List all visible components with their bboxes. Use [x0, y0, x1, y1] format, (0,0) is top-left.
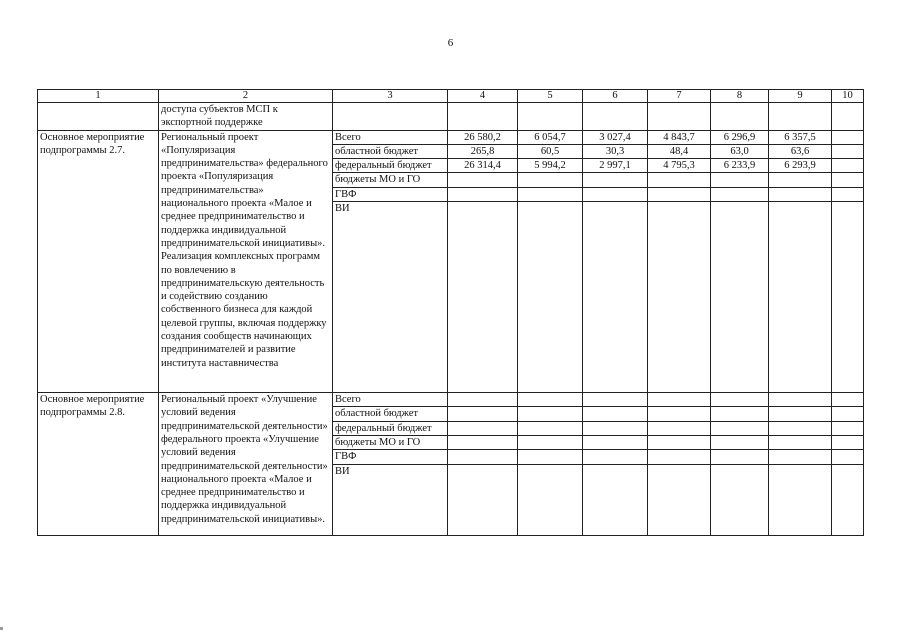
- page-number: 6: [447, 37, 454, 49]
- value-cell: 5 994,2: [518, 159, 583, 173]
- value-cell: [583, 407, 648, 421]
- value-cell: [648, 187, 711, 201]
- value-cell: [583, 202, 648, 393]
- funding-source: ГВФ: [333, 187, 448, 201]
- value-cell: [711, 435, 769, 449]
- value-cell: 6 233,9: [711, 159, 769, 173]
- value-cell: [448, 393, 518, 407]
- empty-cell: [832, 103, 864, 131]
- funding-source: федеральный бюджет: [333, 159, 448, 173]
- value-cell: 26 580,2: [448, 130, 518, 144]
- value-cell: [518, 393, 583, 407]
- value-cell: [832, 435, 864, 449]
- value-cell: 63,0: [711, 144, 769, 158]
- value-cell: [711, 187, 769, 201]
- value-cell: [769, 435, 832, 449]
- value-cell: [583, 435, 648, 449]
- value-cell: [648, 464, 711, 535]
- funding-source: ВИ: [333, 464, 448, 535]
- value-cell: [769, 450, 832, 464]
- value-cell: [832, 130, 864, 144]
- value-cell: [832, 173, 864, 187]
- event-title: Основное мероприятие подпрограммы 2.7.: [38, 130, 159, 392]
- table-body: [38, 90, 864, 536]
- value-cell: [711, 202, 769, 393]
- event-title: Основное мероприятие подпрограммы 2.8.: [38, 393, 159, 535]
- continuation-text: доступа субъектов МСП к экспортной поддержке: [159, 103, 333, 131]
- value-cell: [518, 464, 583, 535]
- table-row: [38, 393, 864, 407]
- value-cell: 26 314,4: [448, 159, 518, 173]
- value-cell: [832, 407, 864, 421]
- funding-source: Всего: [333, 130, 448, 144]
- funding-source: ГВФ: [333, 450, 448, 464]
- column-header-6: 6: [583, 90, 648, 103]
- event-description: Региональный проект «Популяризация предпринимательства» федерального проекта «Популяризация предпринимательства» национального проекта «Малое и среднее предпринимательство и поддержка индивидуальной предпринимательской инициативы». Реализация комплексных программ по вовлечению в предпринимательскую деятельность и содействию созданию собственного бизнеса для каждой целевой группы, включая поддержку создания сообществ начинающих предпринимателей и развитие института наставничества: [159, 130, 333, 392]
- table-row: [38, 130, 864, 144]
- empty-cell: [38, 103, 159, 131]
- value-cell: [518, 421, 583, 435]
- value-cell: [583, 450, 648, 464]
- value-cell: [769, 407, 832, 421]
- value-cell: [648, 173, 711, 187]
- value-cell: [648, 421, 711, 435]
- empty-cell: [518, 103, 583, 131]
- value-cell: [648, 435, 711, 449]
- value-cell: [769, 464, 832, 535]
- header-row: [38, 90, 864, 103]
- value-cell: 30,3: [583, 144, 648, 158]
- column-header-4: 4: [448, 90, 518, 103]
- empty-cell: [711, 103, 769, 131]
- column-header-8: 8: [711, 90, 769, 103]
- value-cell: [832, 393, 864, 407]
- value-cell: 6 054,7: [518, 130, 583, 144]
- value-cell: 63,6: [769, 144, 832, 158]
- value-cell: 4 795,3: [648, 159, 711, 173]
- funding-source: областной бюджет: [333, 144, 448, 158]
- value-cell: [648, 407, 711, 421]
- empty-cell: [648, 103, 711, 131]
- empty-cell: [448, 103, 518, 131]
- value-cell: 6 296,9: [711, 130, 769, 144]
- value-cell: [832, 450, 864, 464]
- value-cell: [648, 202, 711, 393]
- value-cell: [448, 435, 518, 449]
- value-cell: [583, 173, 648, 187]
- value-cell: [448, 202, 518, 393]
- continuation-row: [38, 103, 864, 131]
- value-cell: [711, 407, 769, 421]
- value-cell: [832, 144, 864, 158]
- value-cell: 2 997,1: [583, 159, 648, 173]
- column-header-5: 5: [518, 90, 583, 103]
- value-cell: [711, 464, 769, 535]
- value-cell: [711, 450, 769, 464]
- value-cell: [769, 393, 832, 407]
- value-cell: 60,5: [518, 144, 583, 158]
- value-cell: [448, 187, 518, 201]
- value-cell: [832, 464, 864, 535]
- value-cell: [583, 464, 648, 535]
- value-cell: [832, 421, 864, 435]
- budget-table: [37, 89, 864, 536]
- value-cell: [711, 173, 769, 187]
- value-cell: [518, 173, 583, 187]
- column-header-7: 7: [648, 90, 711, 103]
- value-cell: [711, 421, 769, 435]
- funding-source: Всего: [333, 393, 448, 407]
- value-cell: [448, 421, 518, 435]
- funding-source: федеральный бюджет: [333, 421, 448, 435]
- value-cell: [448, 450, 518, 464]
- value-cell: [448, 407, 518, 421]
- empty-cell: [769, 103, 832, 131]
- funding-source: бюджеты МО и ГО: [333, 173, 448, 187]
- value-cell: [769, 202, 832, 393]
- value-cell: [448, 464, 518, 535]
- column-header-9: 9: [769, 90, 832, 103]
- funding-source: ВИ: [333, 202, 448, 393]
- value-cell: [583, 187, 648, 201]
- value-cell: [648, 393, 711, 407]
- value-cell: 6 357,5: [769, 130, 832, 144]
- value-cell: 265,8: [448, 144, 518, 158]
- value-cell: 4 843,7: [648, 130, 711, 144]
- value-cell: [518, 407, 583, 421]
- value-cell: [448, 173, 518, 187]
- value-cell: [518, 435, 583, 449]
- value-cell: 3 027,4: [583, 130, 648, 144]
- value-cell: 6 293,9: [769, 159, 832, 173]
- value-cell: [769, 173, 832, 187]
- value-cell: [518, 187, 583, 201]
- value-cell: 48,4: [648, 144, 711, 158]
- value-cell: [769, 187, 832, 201]
- value-cell: [711, 393, 769, 407]
- column-header-10: 10: [832, 90, 864, 103]
- value-cell: [518, 450, 583, 464]
- empty-cell: [333, 103, 448, 131]
- empty-cell: [583, 103, 648, 131]
- column-header-2: 2: [159, 90, 333, 103]
- value-cell: [832, 187, 864, 201]
- value-cell: [518, 202, 583, 393]
- value-cell: [832, 159, 864, 173]
- value-cell: [832, 202, 864, 393]
- value-cell: [648, 450, 711, 464]
- column-header-3: 3: [333, 90, 448, 103]
- event-description: Региональный проект «Улучшение условий ведения предпринимательской деятельности» федерального проекта «Улучшение условий ведения предпринимательской деятельности» национального проекта «Малое и среднее предпринимательство и поддержка индивидуальной предпринимательской инициативы».: [159, 393, 333, 535]
- column-header-1: 1: [38, 90, 159, 103]
- value-cell: [583, 393, 648, 407]
- value-cell: [583, 421, 648, 435]
- value-cell: [769, 421, 832, 435]
- scan-mark: [0, 627, 3, 630]
- funding-source: областной бюджет: [333, 407, 448, 421]
- funding-source: бюджеты МО и ГО: [333, 435, 448, 449]
